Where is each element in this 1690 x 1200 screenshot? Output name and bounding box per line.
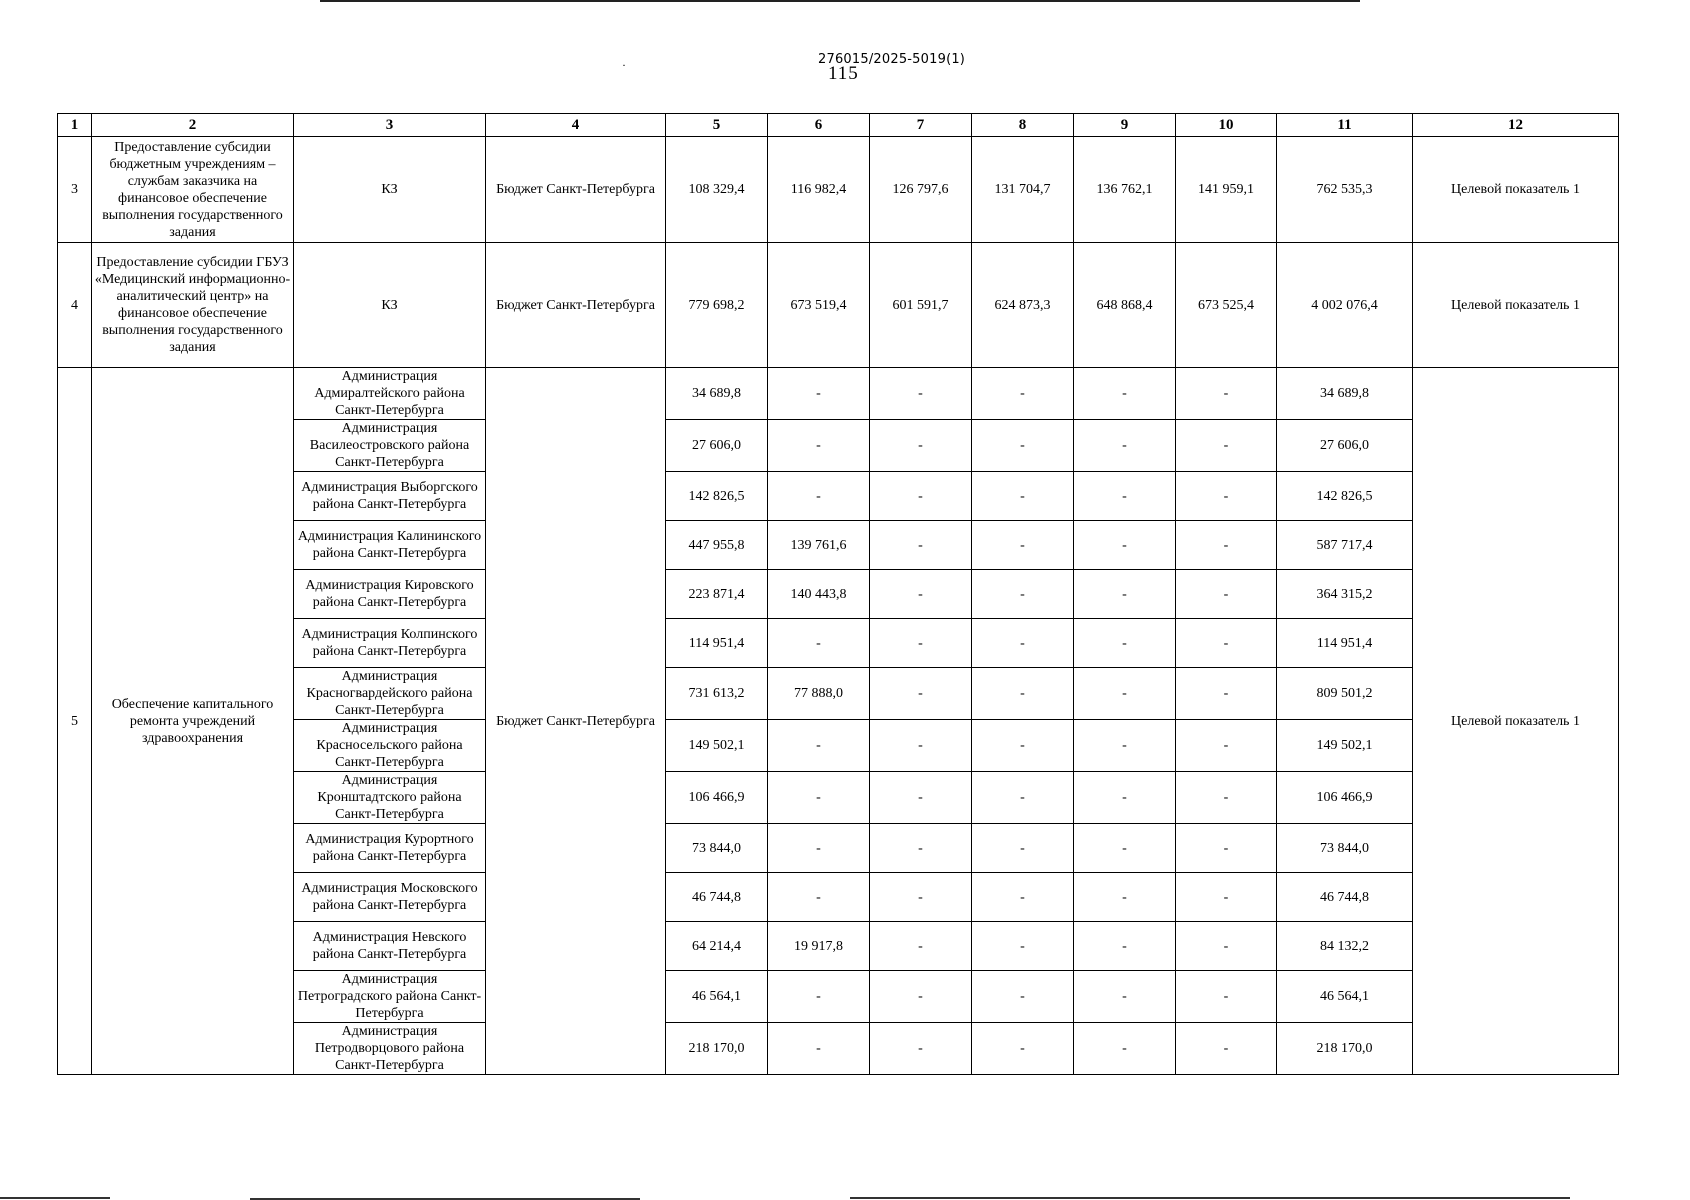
value-cell: 114 951,4 bbox=[666, 619, 768, 668]
total-cell: 4 002 076,4 bbox=[1277, 243, 1413, 368]
value-cell: 27 606,0 bbox=[666, 420, 768, 472]
value-cell: - bbox=[870, 368, 972, 420]
value-cell: 624 873,3 bbox=[972, 243, 1074, 368]
value-cell: - bbox=[768, 420, 870, 472]
value-cell: - bbox=[768, 368, 870, 420]
funding-source: Бюджет Санкт-Петербурга bbox=[486, 368, 666, 1075]
value-cell: 139 761,6 bbox=[768, 521, 870, 570]
value-cell: 149 502,1 bbox=[666, 720, 768, 772]
indicator: Целевой показатель 1 bbox=[1413, 368, 1619, 1075]
executor: Администрация Кронштадтского района Санкт-Петербурга bbox=[294, 772, 486, 824]
scan-dot: · bbox=[622, 58, 626, 72]
value-cell: - bbox=[972, 873, 1074, 922]
column-header: 9 bbox=[1074, 114, 1176, 137]
value-cell: - bbox=[768, 971, 870, 1023]
column-header: 3 bbox=[294, 114, 486, 137]
value-cell: 131 704,7 bbox=[972, 137, 1074, 243]
value-cell: 136 762,1 bbox=[1074, 137, 1176, 243]
funding-source: Бюджет Санкт-Петербурга bbox=[486, 243, 666, 368]
value-cell: 73 844,0 bbox=[666, 824, 768, 873]
value-cell: - bbox=[768, 873, 870, 922]
value-cell: - bbox=[972, 772, 1074, 824]
column-header: 6 bbox=[768, 114, 870, 137]
activity-name: Предоставление субсидии ГБУЗ «Медицинский информационно-аналитический центр» на финансовое обеспечение выполнения государственного задания bbox=[92, 243, 294, 368]
total-cell: 114 951,4 bbox=[1277, 619, 1413, 668]
value-cell: 19 917,8 bbox=[768, 922, 870, 971]
value-cell: - bbox=[768, 824, 870, 873]
row-number: 4 bbox=[58, 243, 92, 368]
value-cell: 731 613,2 bbox=[666, 668, 768, 720]
value-cell: - bbox=[870, 971, 972, 1023]
bottom-edge-line bbox=[0, 1197, 110, 1199]
column-header: 12 bbox=[1413, 114, 1619, 137]
total-cell: 46 744,8 bbox=[1277, 873, 1413, 922]
value-cell: - bbox=[870, 668, 972, 720]
total-cell: 142 826,5 bbox=[1277, 472, 1413, 521]
value-cell: 142 826,5 bbox=[666, 472, 768, 521]
total-cell: 809 501,2 bbox=[1277, 668, 1413, 720]
executor: Администрация Красногвардейского района Санкт-Петербурга bbox=[294, 668, 486, 720]
value-cell: - bbox=[870, 873, 972, 922]
value-cell: - bbox=[870, 1023, 972, 1075]
value-cell: - bbox=[972, 619, 1074, 668]
document-id: 276015/2025-5019(1) bbox=[818, 52, 966, 67]
value-cell: - bbox=[1074, 521, 1176, 570]
value-cell: - bbox=[1176, 971, 1277, 1023]
column-header: 1 bbox=[58, 114, 92, 137]
executor: КЗ bbox=[294, 243, 486, 368]
value-cell: - bbox=[1176, 619, 1277, 668]
value-cell: - bbox=[870, 824, 972, 873]
value-cell: - bbox=[768, 619, 870, 668]
value-cell: - bbox=[972, 824, 1074, 873]
total-cell: 84 132,2 bbox=[1277, 922, 1413, 971]
header-row bbox=[58, 114, 1619, 137]
value-cell: - bbox=[1176, 521, 1277, 570]
column-header: 4 bbox=[486, 114, 666, 137]
column-header: 11 bbox=[1277, 114, 1413, 137]
funding-source: Бюджет Санкт-Петербурга bbox=[486, 137, 666, 243]
executor: Администрация Адмиралтейского района Санкт-Петербурга bbox=[294, 368, 486, 420]
value-cell: - bbox=[870, 521, 972, 570]
value-cell: - bbox=[972, 420, 1074, 472]
value-cell: - bbox=[972, 472, 1074, 521]
value-cell: - bbox=[1074, 873, 1176, 922]
value-cell: 648 868,4 bbox=[1074, 243, 1176, 368]
executor: Администрация Невского района Санкт-Петербурга bbox=[294, 922, 486, 971]
bottom-edge-line bbox=[850, 1197, 1570, 1199]
indicator: Целевой показатель 1 bbox=[1413, 243, 1619, 368]
value-cell: - bbox=[1074, 619, 1176, 668]
value-cell: - bbox=[1176, 570, 1277, 619]
value-cell: 116 982,4 bbox=[768, 137, 870, 243]
activity-name: Обеспечение капитального ремонта учреждений здравоохранения bbox=[92, 368, 294, 1075]
value-cell: 46 744,8 bbox=[666, 873, 768, 922]
total-cell: 149 502,1 bbox=[1277, 720, 1413, 772]
total-cell: 587 717,4 bbox=[1277, 521, 1413, 570]
value-cell: 64 214,4 bbox=[666, 922, 768, 971]
value-cell: - bbox=[1176, 922, 1277, 971]
value-cell: 46 564,1 bbox=[666, 971, 768, 1023]
value-cell: - bbox=[972, 720, 1074, 772]
value-cell: 673 519,4 bbox=[768, 243, 870, 368]
value-cell: - bbox=[972, 668, 1074, 720]
executor: Администрация Василеостровского района Санкт-Петербурга bbox=[294, 420, 486, 472]
table-row bbox=[58, 243, 1619, 368]
table-row bbox=[58, 137, 1619, 243]
value-cell: 601 591,7 bbox=[870, 243, 972, 368]
value-cell: - bbox=[1176, 873, 1277, 922]
value-cell: 223 871,4 bbox=[666, 570, 768, 619]
column-header: 5 bbox=[666, 114, 768, 137]
value-cell: - bbox=[1074, 420, 1176, 472]
value-cell: - bbox=[1176, 420, 1277, 472]
value-cell: - bbox=[1176, 668, 1277, 720]
value-cell: - bbox=[1176, 772, 1277, 824]
value-cell: - bbox=[768, 772, 870, 824]
value-cell: 141 959,1 bbox=[1176, 137, 1277, 243]
value-cell: - bbox=[1074, 922, 1176, 971]
value-cell: - bbox=[1074, 472, 1176, 521]
value-cell: - bbox=[1176, 1023, 1277, 1075]
value-cell: - bbox=[972, 521, 1074, 570]
capital-repair-section bbox=[58, 368, 1619, 1075]
total-cell: 106 466,9 bbox=[1277, 772, 1413, 824]
value-cell: - bbox=[1176, 824, 1277, 873]
indicator: Целевой показатель 1 bbox=[1413, 137, 1619, 243]
value-cell: - bbox=[1074, 368, 1176, 420]
executor: Администрация Колпинского района Санкт-Петербурга bbox=[294, 619, 486, 668]
value-cell: - bbox=[1176, 720, 1277, 772]
value-cell: - bbox=[1074, 720, 1176, 772]
value-cell: - bbox=[870, 570, 972, 619]
value-cell: - bbox=[1074, 824, 1176, 873]
total-cell: 73 844,0 bbox=[1277, 824, 1413, 873]
value-cell: - bbox=[870, 619, 972, 668]
value-cell: 77 888,0 bbox=[768, 668, 870, 720]
executor: Администрация Красносельского района Санкт-Петербурга bbox=[294, 720, 486, 772]
total-cell: 34 689,8 bbox=[1277, 368, 1413, 420]
row-number: 5 bbox=[58, 368, 92, 1075]
executor: Администрация Кировского района Санкт-Петербурга bbox=[294, 570, 486, 619]
top-edge-line bbox=[320, 0, 1360, 2]
value-cell: - bbox=[768, 720, 870, 772]
value-cell: - bbox=[870, 420, 972, 472]
value-cell: - bbox=[870, 922, 972, 971]
value-cell: - bbox=[1074, 570, 1176, 619]
value-cell: - bbox=[1176, 472, 1277, 521]
column-header: 2 bbox=[92, 114, 294, 137]
value-cell: 126 797,6 bbox=[870, 137, 972, 243]
value-cell: 106 466,9 bbox=[666, 772, 768, 824]
value-cell: 34 689,8 bbox=[666, 368, 768, 420]
value-cell: - bbox=[870, 772, 972, 824]
activity-name: Предоставление субсидии бюджетным учреждениям – службам заказчика на финансовое обеспечение выполнения государственного задания bbox=[92, 137, 294, 243]
column-header: 8 bbox=[972, 114, 1074, 137]
column-header: 10 bbox=[1176, 114, 1277, 137]
value-cell: 673 525,4 bbox=[1176, 243, 1277, 368]
value-cell: - bbox=[1074, 971, 1176, 1023]
executor: Администрация Калининского района Санкт-Петербурга bbox=[294, 521, 486, 570]
value-cell: - bbox=[1176, 368, 1277, 420]
total-cell: 762 535,3 bbox=[1277, 137, 1413, 243]
value-cell: - bbox=[1074, 668, 1176, 720]
executor: Администрация Петродворцового района Санкт-Петербурга bbox=[294, 1023, 486, 1075]
executor: Администрация Выборгского района Санкт-Петербурга bbox=[294, 472, 486, 521]
value-cell: 140 443,8 bbox=[768, 570, 870, 619]
executor: Администрация Московского района Санкт-Петербурга bbox=[294, 873, 486, 922]
page-number: 115 bbox=[828, 63, 859, 84]
executor: Администрация Курортного района Санкт-Петербурга bbox=[294, 824, 486, 873]
value-cell: - bbox=[972, 922, 1074, 971]
value-cell: - bbox=[768, 1023, 870, 1075]
value-cell: 108 329,4 bbox=[666, 137, 768, 243]
value-cell: - bbox=[972, 368, 1074, 420]
value-cell: - bbox=[1074, 772, 1176, 824]
total-cell: 27 606,0 bbox=[1277, 420, 1413, 472]
executor: КЗ bbox=[294, 137, 486, 243]
value-cell: - bbox=[972, 570, 1074, 619]
executor: Администрация Петроградского района Санкт-Петербурга bbox=[294, 971, 486, 1023]
value-cell: 447 955,8 bbox=[666, 521, 768, 570]
value-cell: - bbox=[870, 472, 972, 521]
row-number: 3 bbox=[58, 137, 92, 243]
value-cell: - bbox=[1074, 1023, 1176, 1075]
value-cell: 218 170,0 bbox=[666, 1023, 768, 1075]
total-cell: 364 315,2 bbox=[1277, 570, 1413, 619]
program-activities-table bbox=[57, 113, 1619, 1075]
value-cell: - bbox=[972, 1023, 1074, 1075]
column-header: 7 bbox=[870, 114, 972, 137]
total-cell: 46 564,1 bbox=[1277, 971, 1413, 1023]
total-cell: 218 170,0 bbox=[1277, 1023, 1413, 1075]
value-cell: - bbox=[870, 720, 972, 772]
value-cell: 779 698,2 bbox=[666, 243, 768, 368]
value-cell: - bbox=[768, 472, 870, 521]
table-row bbox=[58, 368, 1619, 420]
value-cell: - bbox=[972, 971, 1074, 1023]
